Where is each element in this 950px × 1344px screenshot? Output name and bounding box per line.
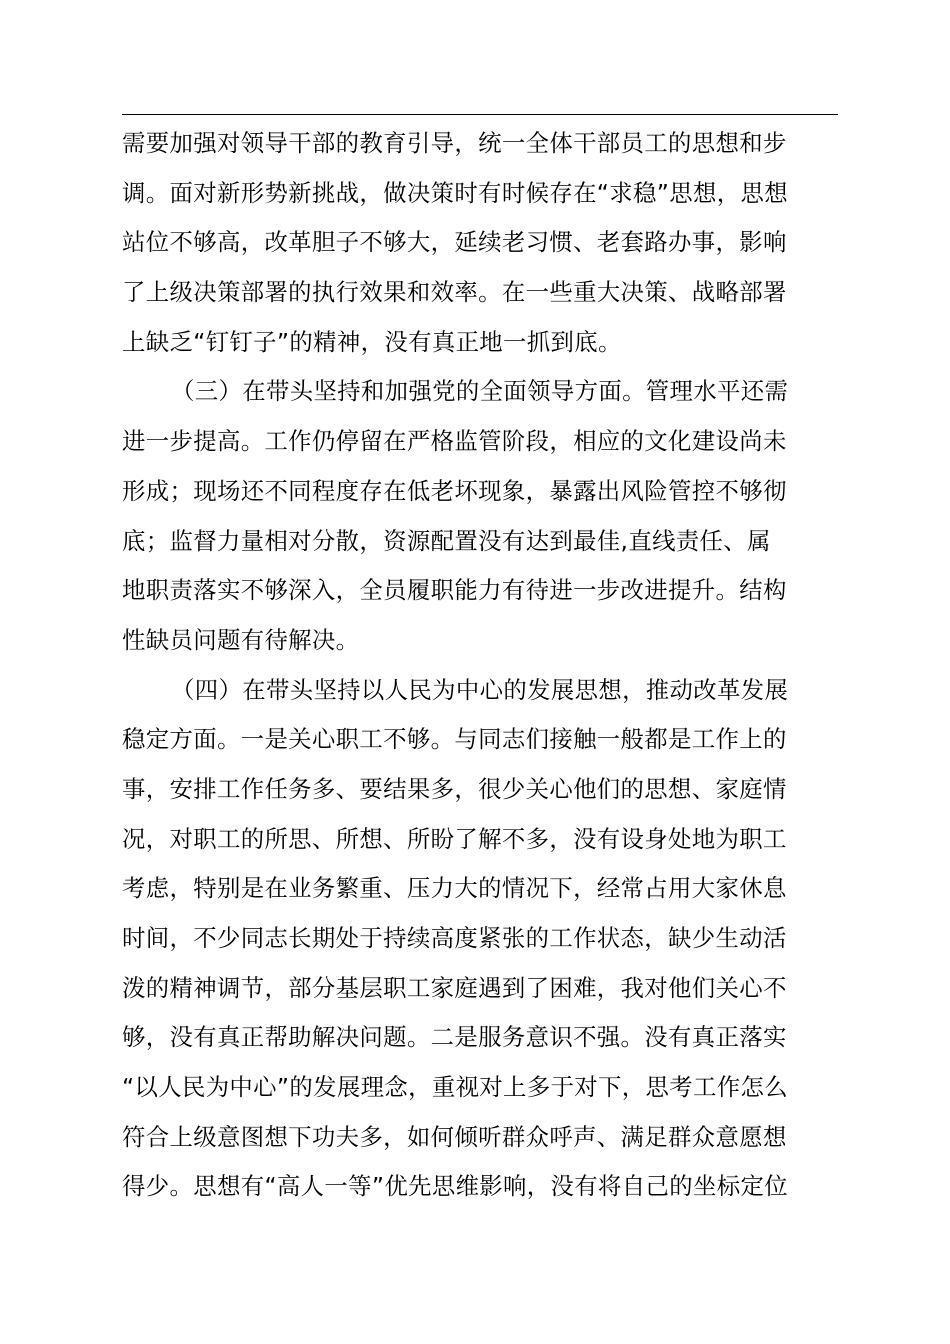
text-line: 形成；现场还不同程度存在低老坏现象，暴露出风险管控不够彻 <box>122 476 787 505</box>
text-line: 事，安排工作任务多、要结果多，很少关心他们的思想、家庭情 <box>122 774 787 803</box>
text-line: 况，对职工的所思、所想、所盼了解不多，没有设身处地为职工 <box>122 824 787 853</box>
text-line: 得少。思想有“高人一等”优先思维影响，没有将自己的坐标定位 <box>122 1172 788 1201</box>
text-line: 稳定方面。一是关心职工不够。与同志们接触一般都是工作上的 <box>122 725 787 754</box>
text-line: 地职责落实不够深入，全员履职能力有待进一步改进提升。结构 <box>122 576 787 605</box>
text-line: 考虑，特别是在业务繁重、压力大的情况下，经常占用大家休息 <box>122 874 787 903</box>
text-line: 性缺员问题有待解决。 <box>122 625 360 654</box>
header-rule <box>122 114 838 115</box>
text-line: 站位不够高，改革胆子不够大，延续老习惯、老套路办事，影响 <box>122 228 787 257</box>
text-line: 进一步提高。工作仍停留在严格监管阶段，相应的文化建设尚未 <box>122 427 787 456</box>
text-line: 时间，不少同志长期处于持续高度紧张的工作状态，缺少生动活 <box>122 924 787 952</box>
text-line: 底；监督力量相对分散，资源配置没有达到最佳,直线责任、属 <box>122 526 771 555</box>
text-line: 需要加强对领导干部的教育引导，统一全体干部员工的思想和步 <box>122 129 787 157</box>
body-text <box>122 119 838 1212</box>
text-line: 泼的精神调节，部分基层职工家庭遇到了困难，我对他们关心不 <box>122 973 787 1002</box>
section-heading-line: （四）在带头坚持以人民为中心的发展思想，推动改革发展 <box>171 675 789 704</box>
text-line: 符合上级意图想下功夫多，如何倾听群众呼声、满足群众意愿想 <box>122 1122 787 1151</box>
text-line: “以人民为中心”的发展理念，重视对上多于对下，思考工作怎么 <box>122 1073 788 1102</box>
text-line: 够，没有真正帮助解决问题。二是服务意识不强。没有真正落实 <box>122 1023 787 1052</box>
section-heading-line: （三）在带头坚持和加强党的全面领导方面。管理水平还需 <box>171 377 789 406</box>
text-line: 了上级决策部署的执行效果和效率。在一些重大决策、战略部署 <box>122 278 787 307</box>
text-line: 调。面对新形势新挑战，做决策时有时候存在“求稳”思想，思想 <box>122 178 788 207</box>
text-line: 上缺乏“钉钉子”的精神，没有真正地一抓到底。 <box>122 327 622 356</box>
